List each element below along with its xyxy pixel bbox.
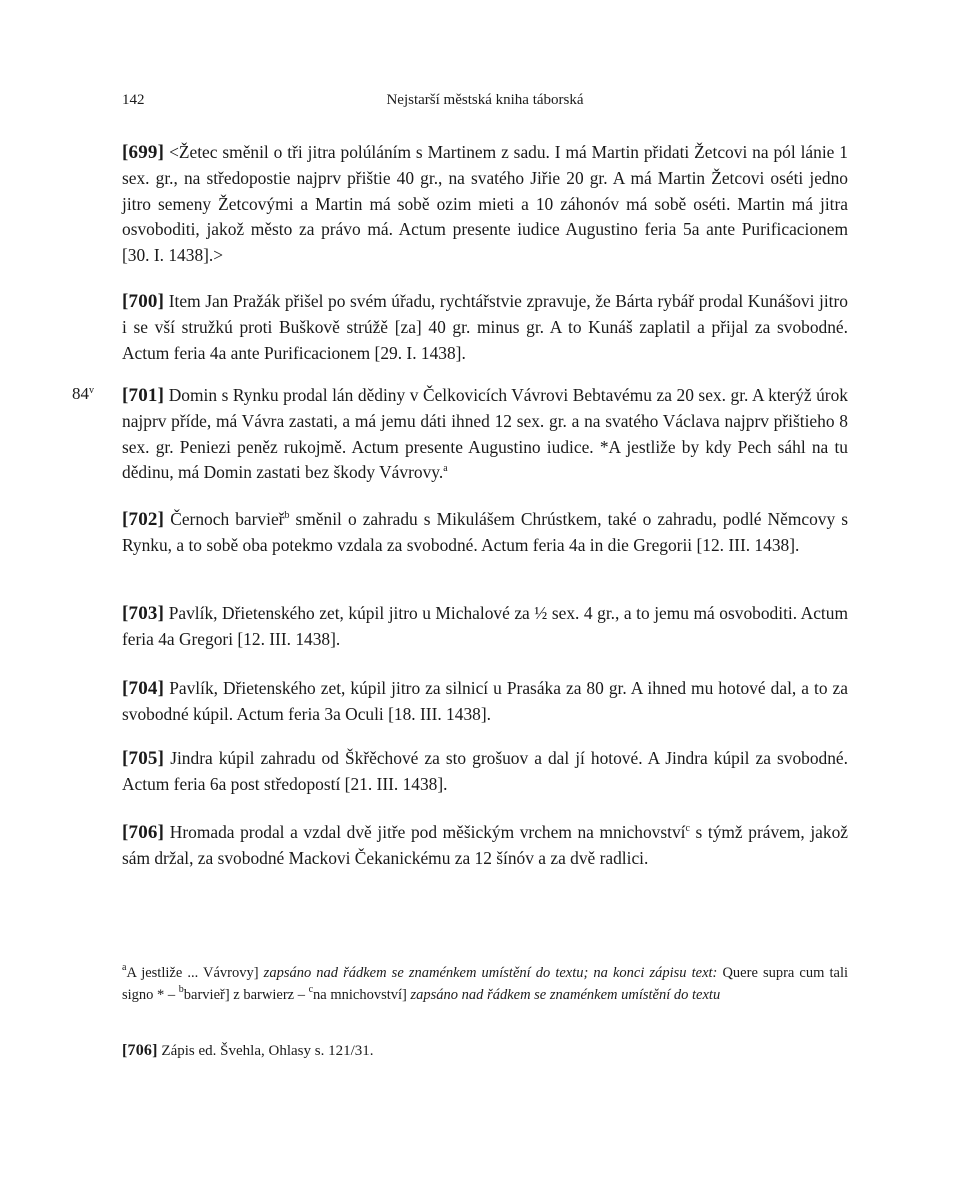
entry-number: [ 704 ]: [122, 678, 164, 699]
entry-700: [122, 289, 848, 366]
entry-text: Hromada prodal a vzdal dvě jitře pod měšickým vrchem na mnichovství: [169, 822, 686, 842]
entry-number: [ 702 ]: [122, 509, 164, 530]
entry-702: [122, 507, 848, 559]
entry-number: [ 701 ]: [122, 385, 164, 406]
folio-margin-note: [72, 384, 94, 404]
footnote-a-mark: a: [122, 962, 127, 973]
folio-number: 84: [72, 384, 89, 403]
footnote-separator: –: [167, 987, 176, 1003]
footnote-a-lemma: A jestliže ... Vávrovy]: [126, 965, 259, 981]
running-head: [122, 92, 848, 114]
entry-text: směnil o zahradu s Mikulášem Chrústkem, také o zahradu, podlé Němcovy s Rynku, a to sobě oba potekmo vzdala za svobodné. Actum feria 4a in die Gregorii [12. III. 1438].: [122, 509, 848, 555]
entry-text: <Žetec směnil o tři jitra polúláním s Martinem z sadu. I má Martin přidati Žetcovi na pól lánie 1 sex. gr., na středopostie najprv přištie 40 gr., na svatého Jiřie 20 gr. A má Martin Žetcovi oséti jedno jitro semeny Žetcovými a Martin má sobě ozim mieti a 10 záhonóv má sobě oséti. Martin má jitra osvoboditi, jakož město za právo má. Actum presente iudice Augustino feria 5a ante Purificacionem [30. I. 1438].>: [122, 142, 848, 266]
source-entry-number: [ 706 ]: [122, 1042, 158, 1059]
entry-701: [122, 383, 848, 486]
entry-text: Pavlík, Dřietenského zet, kúpil jitro za silnicí u Prasáka za 80 gr. A ihned mu hotové dal, a to za svobodné kúpil. Actum feria 3a Oculi [18. III. 1438].: [122, 678, 848, 724]
page-number: 142: [122, 92, 145, 108]
source-note: [122, 1040, 848, 1062]
footnote-c-mark: c: [308, 984, 314, 995]
entry-text: Jindra kúpil zahradu od Škřěchové za sto grošuov a dal jí hotové. A Jindra kúpil za svobodné. Actum feria 6a post středopostí [21. III. 1438].: [122, 748, 848, 794]
footnote-c-note: zapsáno nad řádkem se znaménkem umístění do textu: [410, 987, 721, 1003]
entry-text: Domin s Rynku prodal lán dědiny v Čelkovicích Vávrovi Bebtavému za 20 sex. gr. A kterýž úrok najprv příde, má Vávra zastati, a má jemu dáti ihned 12 sex. gr. a na svatého Václava najprv přištieho 8 sex. gr. Peniezi peněz rukojmě. Actum presente Augustino iudice. *A jestliže by kdy Pech sáhl na tu dědinu, má Domin zastati bez škody Vávrovy.: [122, 385, 848, 483]
entry-703: [122, 601, 848, 653]
entry-number: [ 705 ]: [122, 748, 164, 769]
footnote-a-note: zapsáno nad řádkem se znaménkem umístění do textu; na konci zápisu text:: [263, 965, 718, 981]
footnote-separator: –: [297, 987, 305, 1003]
footnote-mark-c: c: [685, 823, 690, 834]
entry-text: s týmž právem, jakož sám držal, za svobodné Mackovi Čekanickému za 12 šínóv a za dvě radlici.: [122, 822, 848, 868]
entry-number: [ 699 ]: [122, 142, 164, 163]
footnote-c-lemma: na mnichovství]: [313, 987, 407, 1003]
entry-706: [122, 820, 848, 872]
footnote-mark-a: a: [443, 463, 448, 475]
entry-699: [122, 140, 848, 269]
entry-number: [ 700 ]: [122, 291, 164, 312]
entry-705: [122, 746, 848, 798]
entry-number: [ 703 ]: [122, 603, 164, 624]
source-text: Zápis ed. Švehla, Ohlasy s. 121/31.: [161, 1043, 374, 1059]
footnotes: [122, 962, 848, 1006]
book-title: Nejstarší městská kniha táborská: [386, 92, 584, 108]
footnote-mark-b: b: [284, 510, 290, 521]
entry-number: [ 706 ]: [122, 822, 164, 843]
entry-text: Item Jan Pražák přišel po svém úřadu, rychtářstvie zpravuje, že Bárta rybář prodal Kunášovi jitro i se vší stružkú proti Buškově strúžě [za] 40 gr. minus gr. A to Kunáš zaplatil a přijal za svobodné. Actum feria 4a ante Purificacionem [29. I. 1438].: [122, 291, 848, 363]
entry-text: Pavlík, Dřietenského zet, kúpil jitro u Michalové za ½ sex. 4 gr., a to jemu má osvoboditi. Actum feria 4a Gregori [12. III. 1438].: [122, 603, 848, 649]
folio-side: v: [89, 385, 94, 396]
entry-704: [122, 676, 848, 728]
footnote-a-quote: Quere supra cum tali signo *: [122, 965, 848, 1003]
footnote-b-mark: b: [178, 984, 184, 995]
footnote-b-lemma: barvieř] z barwierz: [183, 987, 295, 1003]
entry-text: Černoch barvieř: [170, 509, 285, 529]
